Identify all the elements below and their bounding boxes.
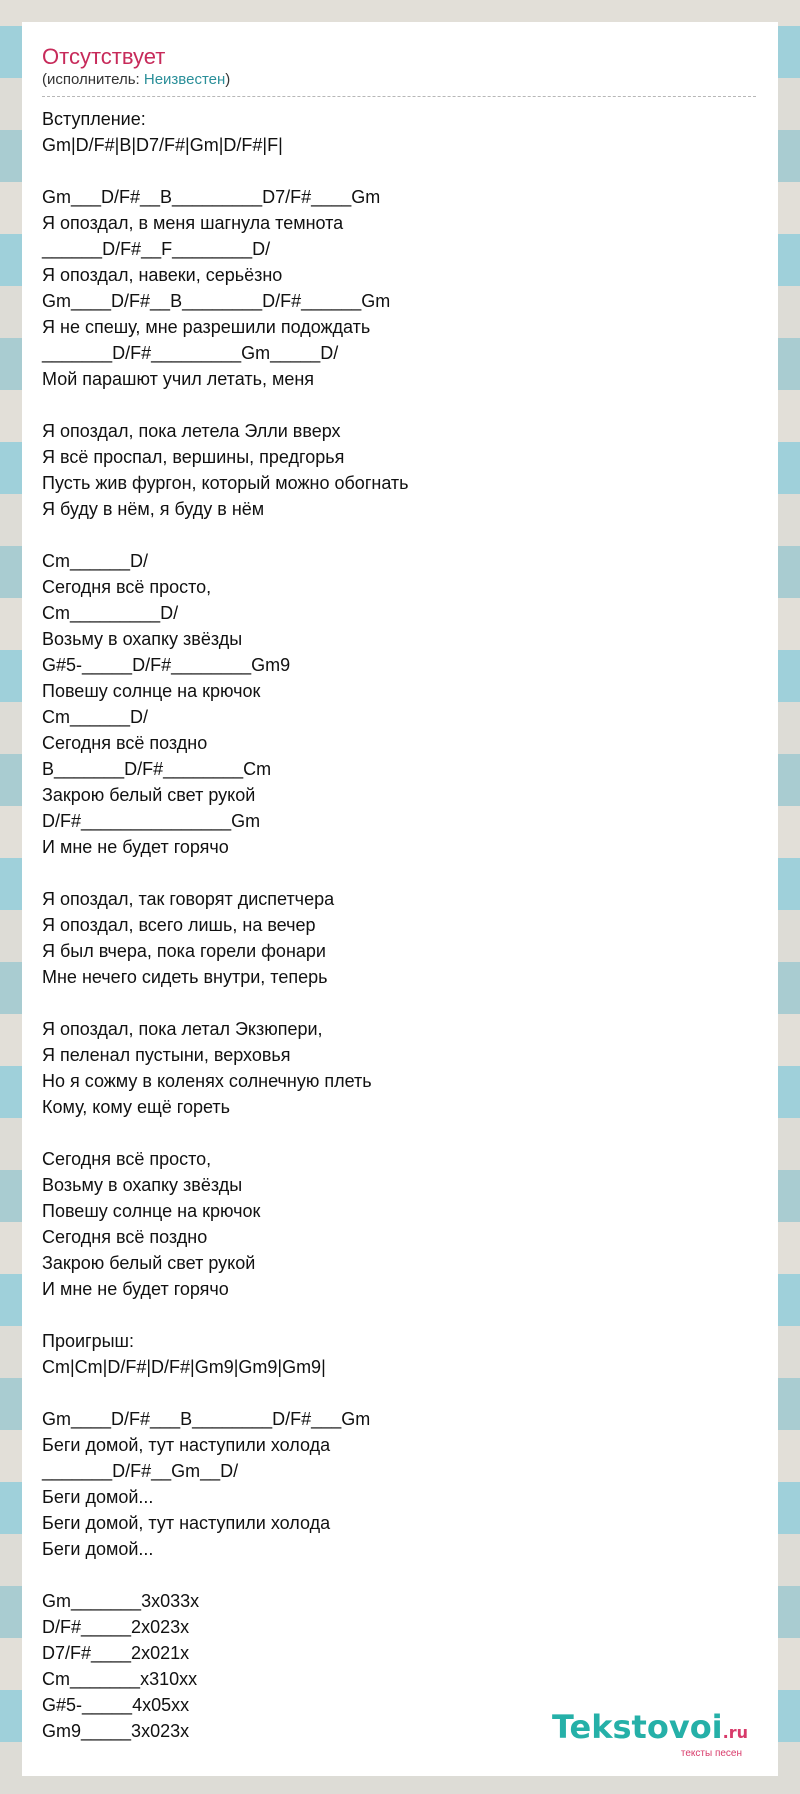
- lyrics-line: И мне не будет горячо: [42, 837, 229, 857]
- lyrics-line: Возьму в охапку звёзды: [42, 1175, 243, 1195]
- lyrics-line: Я опоздал, пока летела Элли вверх: [42, 421, 341, 441]
- lyrics-line: Беги домой, тут наступили холода: [42, 1513, 331, 1533]
- lyrics-line: Я опоздал, в меня шагнула темнота: [42, 213, 344, 233]
- lyrics-line: Закрою белый свет рукой: [42, 1253, 256, 1273]
- lyrics-line: Я был вчера, пока горели фонари: [42, 941, 326, 961]
- lyrics-line: Cm_______x310xx: [42, 1669, 198, 1689]
- lyrics-line: Но я сожму в коленях солнечную плеть: [42, 1071, 372, 1091]
- lyrics-line: Я всё проспал, вершины, предгорья: [42, 447, 345, 467]
- artist-prefix: (исполнитель:: [42, 71, 144, 88]
- lyrics-line: Мой парашют учил летать, меня: [42, 369, 315, 389]
- logo-tld: .ru: [722, 1723, 748, 1742]
- song-title: Отсутствует: [42, 44, 166, 69]
- lyrics-blank-line: [42, 1302, 758, 1328]
- lyrics-line: D/F#_______________Gm: [42, 811, 261, 831]
- logo-wordmark: [552, 1710, 748, 1750]
- lyrics-line: D7/F#____2x021x: [42, 1643, 190, 1663]
- lyrics-line: Вступление:: [42, 109, 146, 129]
- lyrics-line: Кому, кому ещё гореть: [42, 1097, 230, 1117]
- lyrics-line: Беги домой...: [42, 1487, 154, 1507]
- lyrics-line: Gm|D/F#|B|D7/F#|Gm|D/F#|F|: [42, 135, 283, 155]
- lyrics-line: B_______D/F#________Cm: [42, 759, 272, 779]
- lyrics-card: [22, 22, 778, 1776]
- lyrics-line: Я буду в нём, я буду в нём: [42, 499, 265, 519]
- lyrics-line: Повешу солнце на крючок: [42, 681, 261, 701]
- lyrics-line: Беги домой, тут наступили холода: [42, 1435, 331, 1455]
- lyrics-line: Сегодня всё просто,: [42, 1149, 212, 1169]
- lyrics-line: Проигрыш:: [42, 1331, 134, 1351]
- lyrics-line: Закрою белый свет рукой: [42, 785, 256, 805]
- lyrics-blank-line: [42, 522, 758, 548]
- lyrics-blank-line: [42, 158, 758, 184]
- lyrics-line: Возьму в охапку звёзды: [42, 629, 243, 649]
- logo-tagline: тексты песен: [680, 1748, 742, 1759]
- lyrics-line: G#5-_____4x05xx: [42, 1695, 190, 1715]
- lyrics-line: И мне не будет горячо: [42, 1279, 229, 1299]
- lyrics-line: Мне нечего сидеть внутри, теперь: [42, 967, 328, 987]
- lyrics-line: Gm___D/F#__B_________D7/F#____Gm: [42, 187, 381, 207]
- logo-name: Tekstovoi: [551, 1708, 723, 1746]
- lyrics-text: [42, 97, 758, 1744]
- lyrics-line: G#5-_____D/F#________Gm9: [42, 655, 291, 675]
- lyrics-line: Я опоздал, так говорят диспетчера: [42, 889, 335, 909]
- lyrics-line: _______D/F#__Gm__D/: [42, 1461, 239, 1481]
- lyrics-line: Сегодня всё поздно: [42, 733, 208, 753]
- lyrics-line: Я опоздал, пока летал Экзюпери,: [42, 1019, 323, 1039]
- artist-suffix: ): [225, 71, 231, 88]
- lyrics-line: Gm____D/F#___B________D/F#___Gm: [42, 1409, 371, 1429]
- lyrics-line: Пусть жив фургон, который можно обогнать: [42, 473, 409, 493]
- site-logo[interactable]: [552, 1710, 748, 1760]
- lyrics-line: Gm_______3x033x: [42, 1591, 200, 1611]
- artist-link[interactable]: Неизвестен: [143, 71, 226, 88]
- lyrics-blank-line: [42, 990, 758, 1016]
- lyrics-blank-line: [42, 860, 758, 886]
- lyrics-line: Cm______D/: [42, 551, 149, 571]
- lyrics-line: Cm|Cm|D/F#|D/F#|Gm9|Gm9|Gm9|: [42, 1357, 326, 1377]
- lyrics-line: Cm______D/: [42, 707, 149, 727]
- lyrics-line: Cm_________D/: [42, 603, 179, 623]
- lyrics-line: Я пеленал пустыни, верховья: [42, 1045, 291, 1065]
- lyrics-line: _______D/F#_________Gm_____D/: [42, 343, 339, 363]
- lyrics-blank-line: [42, 392, 758, 418]
- lyrics-line: Беги домой...: [42, 1539, 154, 1559]
- lyrics-line: Я опоздал, всего лишь, на вечер: [42, 915, 316, 935]
- lyrics-line: Gm9_____3x023x: [42, 1721, 190, 1741]
- lyrics-blank-line: [42, 1562, 758, 1588]
- lyrics-line: D/F#_____2x023x: [42, 1617, 190, 1637]
- artist-line: [42, 70, 756, 97]
- lyrics-line: Gm____D/F#__B________D/F#______Gm: [42, 291, 391, 311]
- lyrics-line: Я опоздал, навеки, серьёзно: [42, 265, 283, 285]
- lyrics-blank-line: [42, 1380, 758, 1406]
- lyrics-line: Я не спешу, мне разрешили подождать: [42, 317, 371, 337]
- lyrics-blank-line: [42, 1120, 758, 1146]
- lyrics-line: Сегодня всё просто,: [42, 577, 212, 597]
- lyrics-line: ______D/F#__F________D/: [42, 239, 271, 259]
- lyrics-line: Сегодня всё поздно: [42, 1227, 208, 1247]
- lyrics-line: Повешу солнце на крючок: [42, 1201, 261, 1221]
